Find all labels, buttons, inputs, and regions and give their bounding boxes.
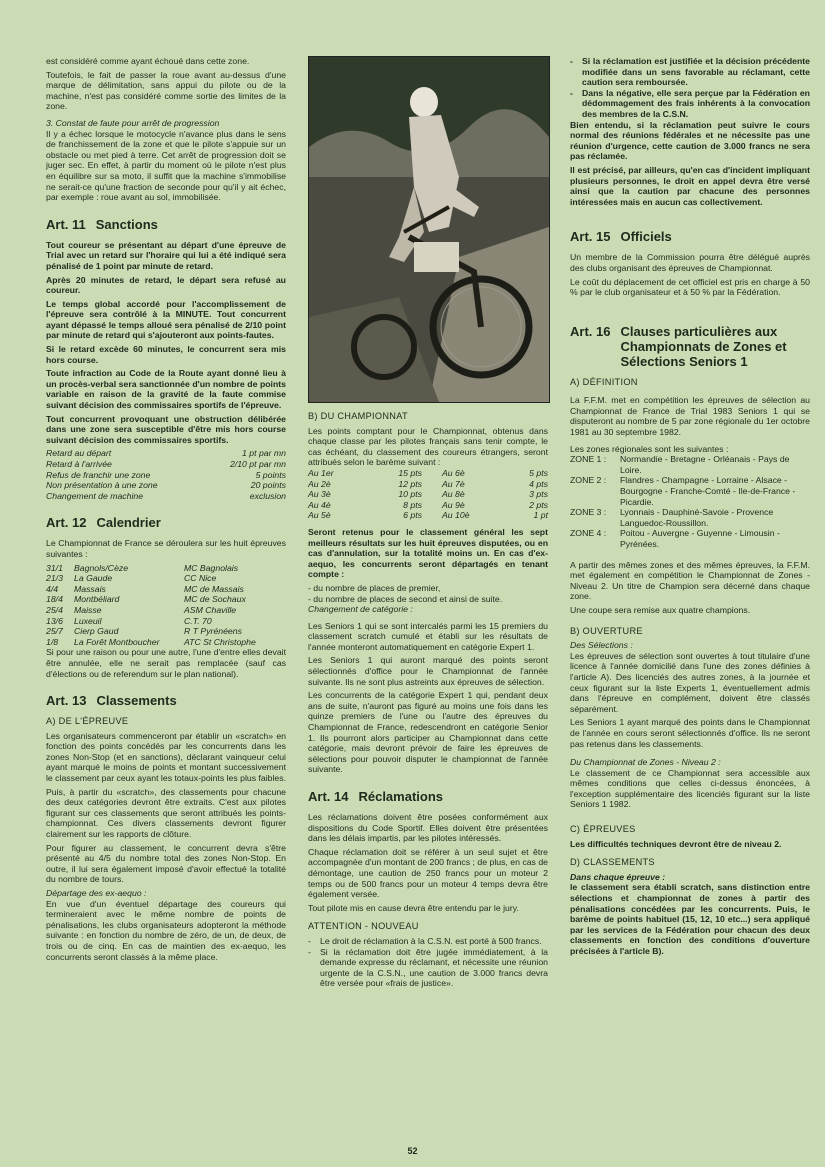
paragraph: Si le retard excède 60 minutes, le concurrent sera mis hors course. [46,344,286,365]
subsection-title: Dans chaque épreuve : [570,871,666,882]
notice-heading: ATTENTION - NOUVEAU [308,921,419,932]
page-number: 52 [407,1146,418,1156]
points-row [308,468,548,479]
paragraph: Si pour une raison ou pour une autre, l'une d'entre elles devait être annulée, elle ne serait pas remplacée (sauf cas d'élections ou de referendum sur le plan national). [46,647,286,679]
subsection-heading: A) DÉFINITION [570,376,638,387]
rank: Au 8è [442,489,465,500]
subsection-title: Changement de catégorie : [308,604,413,615]
paragraph: Les zones régionales sont les suivantes : [570,443,729,454]
rank: Au 9è [442,499,465,510]
calendar-place: Bagnols/Cèze [74,562,129,573]
calendar-club: R T Pyrénéens [184,626,242,637]
paragraph: Il y a échec lorsque le motocycle n'avance plus dans le sens de franchissement de la zone et que le pilote s'appuie sur un obstacle ou met pied à terre. Cet arrêt de progression doit se juger sec. En effet, à partir du moment où le pilote n'est plus en équilibre sur sa moto, il suffit que la machine s'immobilise ne serait-ce qu'une fraction de seconde pour qu'il y ait échec, par exemple : roue avant au sol, immobilisée. [46,128,286,203]
calendar-club: MC de Massais [184,583,244,594]
rank: Au 6è [442,467,465,478]
article-number: Art. 15 [570,229,611,245]
subsection-heading: B) DU CHAMPIONNAT [308,411,408,421]
paragraph: Chaque réclamation doit se référer à un seul sujet et être accompagnée d'un montant de 200 francs ; de plus, en cas de démontage, une caution de 250 francs pour un moteur 2 temps ou de 500 francs pour un moteur 4 temps devra être également versée. [308,846,548,900]
paragraph: Le coût du déplacement de cet officiel est pris en charge à 50 % par le club organisateur et à 50 % par la Fédération. [570,276,810,298]
paragraph: Un membre de la Commission pourra être délégué auprès des clubs organisant des épreuves de Championnat. [570,252,810,273]
column-middle [308,56,548,989]
intro-paragraph: Toutefois, le fait de passer la roue avant au-dessus d'une marque de délimitation, sans appui du pilote ou de la machine, n'est pas considéré comme sortie des limites de la zone. [46,69,286,112]
paragraph: Puis, à partir du «scratch», des classements pour chacune des deux catégories devront être extraits. C'est aux pilotes figurant sur ces classements que seront attribués les points-championnat. Ces divers classements devront figurer clairement sur les rapports de clôture. [46,786,286,840]
zone-regions: Poitou - Auvergne - Guyenne - Limousin - Pyrénées. [620,528,780,549]
paragraph: Tout coureur se présentant au départ d'une épreuve de Trial avec un retard sur l'horaire qui lui a été indiqué sera pénalisé de 1 point par minute de retard. [46,239,286,271]
article-number: Art. 13 [46,693,87,709]
list-item: - Si la réclamation doit être jugée immédiatement, à la demande expresse du réclamant, et nécessite une réunion urgente de la C.S.N., une caution de 3.000 francs devra être versée pour «frais de justice». [308,946,548,989]
points: 2 pts [529,499,548,510]
zone-regions: Flandres - Champagne - Lorraine - Alsace - Bourgogne - Franche-Comté - Ile-de-France - Picardie. [620,475,796,507]
penalty-value: 5 points [255,469,286,480]
article-12-heading [46,515,286,530]
penalty-row [46,480,286,491]
calendar-date: 21/3 [46,573,63,584]
article-title: Réclamations [358,789,444,804]
subsection-heading: D) CLASSEMENTS [570,857,655,868]
paragraph: Les réclamations doivent être posées conformément aux dispositions du Code Sportif. Elles doivent être présentées dans les délais impartis, par les pilotes intéressés. [308,812,548,844]
paragraph: Les points comptant pour le Championnat, obtenus dans chaque classe par les pilotes français sans tenir compte, le cas échéant, du classement des coureurs étrangers, seront attribués selon le barème suivant : [308,425,548,468]
list-item-text: Dans la négative, elle sera perçue par la Fédération en dédommagement des frais inhérents à la convocation des membres de la C.S.N. [582,87,810,119]
calendar-row [46,605,286,616]
points: 3 pts [529,489,548,500]
penalty-row [46,491,286,502]
article-16-heading [570,324,810,369]
list-item: - Le droit de réclamation à la C.S.N. est porté à 500 francs. [308,936,548,947]
penalty-row [46,459,286,470]
rank: Au 10è [442,510,470,521]
subsection-title: Des Sélections : [570,640,633,651]
penalty-value: 1 pt par mn [242,448,286,459]
paragraph: Les épreuves de sélection sont ouvertes à tout titulaire d'une licence à l'année domicilié dans l'une des zones définies à l'article A). Des licenciés des autres zones, à la journée et ceux figurant sur la liste Experts 1, éventuellement admis dans l'épreuve en complément, doivent être classés séparément. [570,650,810,714]
points-row [308,489,548,500]
column-left [46,56,286,965]
rank: Au 5è [308,510,331,521]
penalty-label: Retard à l'arrivée [46,459,112,469]
paragraph: Seront retenus pour le classement général les sept meilleurs résultats sur les huit épreuves disputées, ou en cas d'annulation, sur la totalité moins un. En cas d'ex-aequo, les concurrents seront départagés en tenant compte : [308,526,548,580]
calendar-row [46,616,286,627]
list-item-text: Le droit de réclamation à la C.S.N. est porté à 500 francs. [320,935,542,946]
calendar-row [46,594,286,605]
subsection-heading: B) OUVERTURE [570,625,643,636]
article-number: Art. 11 [46,216,86,232]
zone-label: ZONE 4 : [570,528,607,539]
zone-label: ZONE 3 : [570,507,607,518]
intro-paragraph: est considéré comme ayant échoué dans cette zone. [46,56,250,66]
points: 6 pts [403,510,422,521]
zone-regions: Lyonnais - Dauphiné-Savoie - Provence Languedoc-Roussillon. [620,507,774,528]
calendar-table [46,563,286,648]
penalty-list [46,448,286,501]
paragraph: Le temps global accordé pour l'accomplissement de l'épreuve sera contrôlé à la MINUTE. Tout concurrent ayant dépassé le temps alloué sera pénalisé de 2/10 point par minute de retard qui s'ajouteront aux points-fautes. [46,298,286,341]
penalty-value: 2/10 pt par mn [229,459,286,469]
points: 8 pts [403,499,422,510]
paragraph: Les Seniors 1 qui se sont intercalés parmi les 15 premiers du classement scratch cumulé et établi sur les résultats de l'année monteront automatiquement en catégorie Expert 1. [308,620,548,652]
paragraph: Les Seniors 1 ayant marqué des points dans le Championnat de l'année en cours seront sélectionnés d'office. Ils ne seront pas retenus dans les classements. [570,717,810,749]
article-title: Calendrier [96,515,161,531]
calendar-row [46,563,286,574]
list-item: - du nombre de places de premier, [308,582,441,593]
points: 5 pts [529,467,548,478]
list-item: - du nombre de places de second et ainsi de suite. [308,593,503,604]
penalty-value: 20 points [250,480,286,491]
article-title: Classements [96,693,177,709]
points-row [308,500,548,511]
list-item-text: Si la réclamation est justifiée et la décision précédente modifiée dans un sens favorable au réclamant, cette caution sera remboursée. [582,56,810,88]
article-14-heading [308,789,548,804]
list-item: - Si la réclamation est justifiée et la décision précédente modifiée dans un sens favorable au réclamant, cette caution sera remboursée. [570,56,810,88]
subsection-heading: C) ÉPREUVES [570,824,636,835]
penalty-label: Changement de machine [46,490,144,501]
subsection-title: 3. Constat de faute pour arrêt de progression [46,117,220,128]
article-title: Sanctions [95,216,158,232]
subsection-heading: A) DE L'ÉPREUVE [46,716,129,727]
article-number: Art. 14 [308,789,349,804]
penalty-label: Non présentation à une zone [46,480,158,491]
rank: Au 1er [308,467,334,478]
calendar-date: 4/4 [46,583,59,594]
calendar-row [46,584,286,595]
points-scale-table [308,468,548,521]
calendar-place: Cierp Gaud [74,626,119,637]
zone-label: ZONE 1 : [570,454,607,465]
paragraph: Après 20 minutes de retard, le départ sera refusé au coureur. [46,274,286,296]
article-13-heading [46,693,286,708]
points: 1 pt [533,510,548,521]
penalty-row [46,470,286,481]
calendar-date: 25/7 [46,626,63,637]
calendar-date: 1/8 [46,636,59,647]
calendar-place: Massais [74,583,106,594]
calendar-place: La Gaude [74,573,113,584]
calendar-club: ATC St Christophe [184,636,256,647]
paragraph: Le Championnat de France se déroulera sur les huit épreuves suivantes : [46,538,286,559]
column-right [570,56,810,960]
calendar-place: La Forêt Montboucher [74,636,160,647]
points-row [308,510,548,521]
calendar-row [46,626,286,637]
paragraph: Les concurrents de la catégorie Expert 1 qui, pendant deux ans de suite, n'auront pas figuré au moins une fois dans les quinze premiers de l'une ou l'autre des épreuves du Championnat de France, redescendront en catégorie Senior 1. Ils pourront alors participer au Championnat dans cette catégorie, mais devront prévoir de faire les épreuves de sélections pour pouvoir disputer le championnat de l'année suivante. [308,690,548,775]
list-item-text: Si la réclamation doit être jugée immédiatement, à la demande expresse du réclamant, et nécessite une réunion urgente de la C.S.N., une caution de 3.000 francs devra être versée pour «frais de justice». [320,946,548,989]
points: 15 pts [398,467,422,478]
paragraph: Tout concurrent provoquant une obstruction délibérée dans une zone sera susceptible d'être mis hors course suivant décision des commissaires sportifs. [46,413,286,445]
photo-illustration [309,57,549,402]
calendar-date: 18/4 [46,594,63,605]
calendar-club: C.T. 70 [184,615,212,626]
calendar-date: 13/6 [46,615,63,626]
rank: Au 2è [308,478,331,489]
paragraph: Pour figurer au classement, le concurrent devra s'être présenté au 4/5 du nombre total des zones Non-Stop. En outre, il lui sera également imposé d'avoir effectué la totalité du nombre de tours. [46,842,286,885]
paragraph: Tout pilote mis en cause devra être entendu par le jury. [308,902,519,913]
calendar-place: Maisse [74,604,102,615]
list-item: - Dans la négative, elle sera perçue par la Fédération en dédommagement des frais inhérents à la convocation des membres de la C.S.N. [570,87,810,119]
article-15-heading [570,229,810,244]
points: 10 pts [398,489,422,500]
penalty-label: Refus de franchir une zone [46,469,151,480]
paragraph: Les difficultés techniques devront être de niveau 2. [570,838,782,849]
article-title: Officiels [620,229,672,245]
subsection-title: Départage des ex-aequo : [46,888,147,898]
calendar-row [46,573,286,584]
paragraph: Il est précisé, par ailleurs, qu'en cas d'incident impliquant plusieurs personnes, le droit en appel devra être versé ainsi que la caution par chacune des personnes intéressées mais en aucun cas collectivement. [570,164,810,207]
article-number: Art. 12 [46,515,87,531]
paragraph: En vue d'un éventuel départage des coureurs qui termineraient avec le même nombre de points de pénalisations, les clubs organisateurs adopteront la méthode suivante : en fonction du nombre de zéro, de un, de deux, de trois ou de cinq. En cas de maintien des ex-aequo, les concurrents seront classés à la même place. [46,898,286,962]
paragraph: Une coupe sera remise aux quatre champions. [570,604,751,615]
rank: Au 7è [442,478,465,489]
calendar-club: CC Nice [184,573,217,584]
calendar-place: Montbéliard [74,594,120,605]
paragraph: A partir des mêmes zones et des mêmes épreuves, la F.F.M. met également en compétition le Championnat de Zones - Niveau 2. Un titre de Champion sera décerné dans chaque zone. [570,559,810,602]
article-number: Art. 16 [570,323,611,339]
article-title: Clauses particulières aux Championnats de Zones et Sélections Seniors 1 [620,323,787,369]
penalty-row [46,448,286,459]
zone-row [570,507,810,528]
calendar-club: MC Bagnolais [184,562,239,573]
points: 12 pts [398,478,422,489]
calendar-date: 31/1 [46,562,63,573]
zone-label: ZONE 2 : [570,475,607,486]
points-row [308,479,548,490]
zone-row [570,454,810,475]
calendar-club: ASM Chaville [184,604,237,615]
paragraph: Toute infraction au Code de la Route ayant donné lieu à un procès-verbal sera sanctionnée d'un nombre de points variable en raison de la gravité de la faute commise suivant décision des commissaires sportifs de l'épreuve. [46,368,286,411]
penalty-label: Retard au départ [46,448,112,459]
rank: Au 4è [308,499,331,510]
calendar-club: MC de Sochaux [184,594,246,605]
subsection-title: Du Championnat de Zones - Niveau 2 : [570,757,721,768]
paragraph: Le classement de ce Championnat sera accessible aux mêmes conditions que celles ci-dessus énoncées, à l'exception supplémentaire des licenciés figurant sur la liste Seniors 1 1982. [570,767,810,810]
calendar-place: Luxeuil [74,615,102,626]
paragraph: le classement sera établi scratch, sans distinction entre sélections et championnat de zones à partir des pénalisations concédées par les concurrents. Puis, le barème de points habituel (15, 12, 10 etc...) sera appliqué par les services de la Fédération pour chacun des deux classements en fonction des conditions d'ouverture précisées à l'article B). [570,882,810,956]
article-11-heading [46,217,286,232]
calendar-date: 25/4 [46,604,63,615]
paragraph: Bien entendu, si la réclamation peut suivre le cours normal des réunions fédérales et ne nécessite pas une réunion d'urgence, cette caution de 3.000 francs ne sera pas réclamée. [570,119,810,162]
paragraph: Les Seniors 1 qui auront marqué des points seront sélectionnés d'office pour le Championnat de l'année suivante. Ils ne sont plus astreints aux épreuves de sélection. [308,655,548,687]
penalty-value: exclusion [249,490,286,501]
paragraph: La F.F.M. met en compétition les épreuves de sélection au Championnat de France de Trial 1983 Seniors 1 qui se disputeront au nombre de 5 par zone régionale du 1er octobre 1981 au 30 septembre 1982. [570,395,810,438]
calendar-row [46,637,286,648]
points: 4 pts [529,478,548,489]
paragraph: Les organisateurs commenceront par établir un «scratch» en fonction des points concédés par les concurrents dans les zones Non-Stop (et en sanctions), déclarant vainqueur celui ayant marqué le moins de points et montant successivement le classement par ceux ayant les totaux-points les plus faibles. [46,730,286,784]
zone-row [570,528,810,549]
trial-rider-photo [308,56,550,403]
zone-regions: Normandie - Bretagne - Orléanais - Pays de Loire. [620,454,790,475]
rank: Au 3è [308,489,331,500]
zone-row [570,475,810,507]
